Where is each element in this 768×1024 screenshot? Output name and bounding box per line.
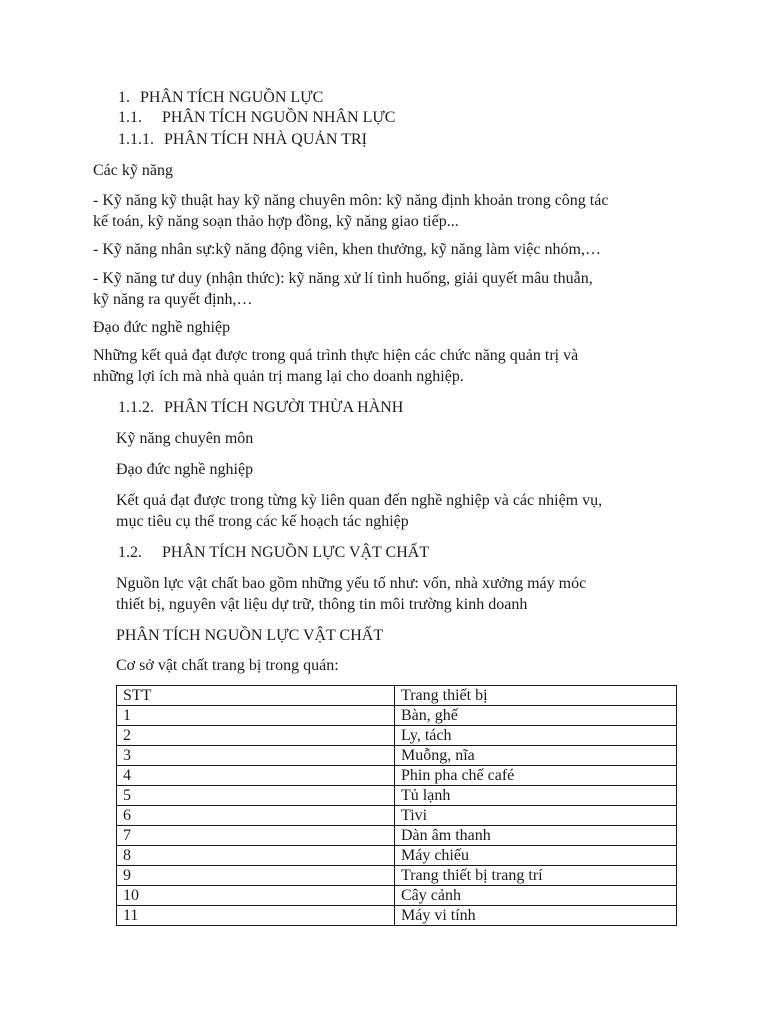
cell-equipment: Dàn âm thanh bbox=[395, 826, 677, 846]
table-row bbox=[117, 786, 677, 806]
pro-skills-title: Kỹ năng chuyên môn bbox=[116, 430, 254, 447]
heading-1-1 bbox=[118, 108, 395, 128]
cell-equipment: Cây cảnh bbox=[395, 886, 677, 906]
column-header-equipment: Trang thiết bị bbox=[395, 686, 677, 706]
table-row bbox=[117, 846, 677, 866]
heading-text: PHÂN TÍCH NGƯỜI THỪA HÀNH bbox=[164, 399, 404, 416]
cell-stt: 8 bbox=[117, 846, 395, 866]
cell-equipment: Máy chiếu bbox=[395, 846, 677, 866]
cell-equipment: Ly, tách bbox=[395, 726, 677, 746]
heading-number: 1.1. bbox=[118, 109, 142, 126]
cell-stt: 9 bbox=[117, 866, 395, 886]
heading-number: 1.1.1. bbox=[118, 131, 154, 148]
skill-technical-line-1: - Kỹ năng kỹ thuật hay kỹ năng chuyên môn: kỹ năng định khoản trong công tác bbox=[93, 192, 609, 209]
cell-equipment: Tủ lạnh bbox=[395, 786, 677, 806]
ethics-title-1: Đạo đức nghề nghiệp bbox=[93, 319, 231, 336]
results-1-line-1: Những kết quả đạt được trong quá trình thực hiện các chức năng quản trị và bbox=[93, 347, 579, 364]
skill-thinking-line-1: - Kỹ năng tư duy (nhận thức): kỹ năng xử lí tình huống, giải quyết mâu thuẫn, bbox=[93, 270, 593, 287]
material-line-1: Nguồn lực vật chất bao gồm những yếu tố như: vốn, nhà xưởng máy móc bbox=[116, 575, 587, 592]
table-row bbox=[117, 706, 677, 726]
cell-equipment: Bàn, ghế bbox=[395, 706, 677, 726]
cell-stt: 5 bbox=[117, 786, 395, 806]
results-2-line-2: mục tiêu cụ thể trong các kế hoạch tác nghiệp bbox=[116, 513, 409, 530]
ethics-title-2: Đạo đức nghề nghiệp bbox=[116, 461, 254, 478]
table-row bbox=[117, 826, 677, 846]
cell-stt: 4 bbox=[117, 766, 395, 786]
heading-number: 1.1.2. bbox=[118, 399, 154, 416]
results-1-line-2: những lợi ích mà nhà quản trị mang lại cho doanh nghiệp. bbox=[93, 368, 464, 385]
cell-equipment: Trang thiết bị trang trí bbox=[395, 866, 677, 886]
cell-equipment: Tivi bbox=[395, 806, 677, 826]
cell-stt: 2 bbox=[117, 726, 395, 746]
cell-stt: 11 bbox=[117, 906, 395, 926]
heading-1-2 bbox=[118, 543, 429, 563]
cell-stt: 1 bbox=[117, 706, 395, 726]
skill-thinking-line-2: kỹ năng ra quyết định,… bbox=[93, 291, 253, 308]
cell-stt: 3 bbox=[117, 746, 395, 766]
table-row bbox=[117, 906, 677, 926]
table-row bbox=[117, 886, 677, 906]
heading-text: PHÂN TÍCH NGUỒN LỰC bbox=[140, 89, 324, 106]
facilities-intro: Cơ sở vật chất trang bị trong quán: bbox=[116, 657, 339, 674]
skill-people: - Kỹ năng nhân sự:kỹ năng động viên, khen thưởng, kỹ năng làm việc nhóm,… bbox=[93, 241, 601, 258]
heading-number: 1. bbox=[118, 89, 130, 106]
material-line-2: thiết bị, nguyên vật liệu dự trữ, thông tin môi trường kinh doanh bbox=[116, 596, 528, 613]
heading-text: PHÂN TÍCH NHÀ QUẢN TRỊ bbox=[164, 131, 367, 148]
skills-title: Các kỹ năng bbox=[93, 162, 173, 179]
table-row bbox=[117, 866, 677, 886]
heading-text: PHÂN TÍCH NGUỒN LỰC VẬT CHẤT bbox=[162, 544, 430, 561]
material-heading: PHÂN TÍCH NGUỒN LỰC VẬT CHẤT bbox=[116, 627, 384, 644]
table-row bbox=[117, 726, 677, 746]
results-2-line-1: Kết quả đạt được trong từng kỳ liên quan đến nghề nghiệp và các nhiệm vụ, bbox=[116, 492, 603, 509]
table-row bbox=[117, 766, 677, 786]
table-row bbox=[117, 806, 677, 826]
heading-1 bbox=[118, 88, 323, 108]
cell-equipment: Máy vi tính bbox=[395, 906, 677, 926]
heading-text: PHÂN TÍCH NGUỒN NHÂN LỰC bbox=[162, 109, 396, 126]
heading-1-1-2 bbox=[118, 398, 403, 418]
cell-stt: 10 bbox=[117, 886, 395, 906]
equipment-table bbox=[116, 685, 677, 926]
cell-equipment: Muỗng, nĩa bbox=[395, 746, 677, 766]
heading-1-1-1 bbox=[118, 130, 367, 150]
table-header-row bbox=[117, 686, 677, 706]
heading-number: 1.2. bbox=[118, 544, 142, 561]
cell-equipment: Phin pha chế café bbox=[395, 766, 677, 786]
cell-stt: 6 bbox=[117, 806, 395, 826]
skill-technical-line-2: kế toán, kỹ năng soạn thảo hợp đồng, kỹ năng giao tiếp... bbox=[93, 213, 459, 230]
cell-stt: 7 bbox=[117, 826, 395, 846]
table-row bbox=[117, 746, 677, 766]
column-header-stt: STT bbox=[117, 686, 395, 706]
